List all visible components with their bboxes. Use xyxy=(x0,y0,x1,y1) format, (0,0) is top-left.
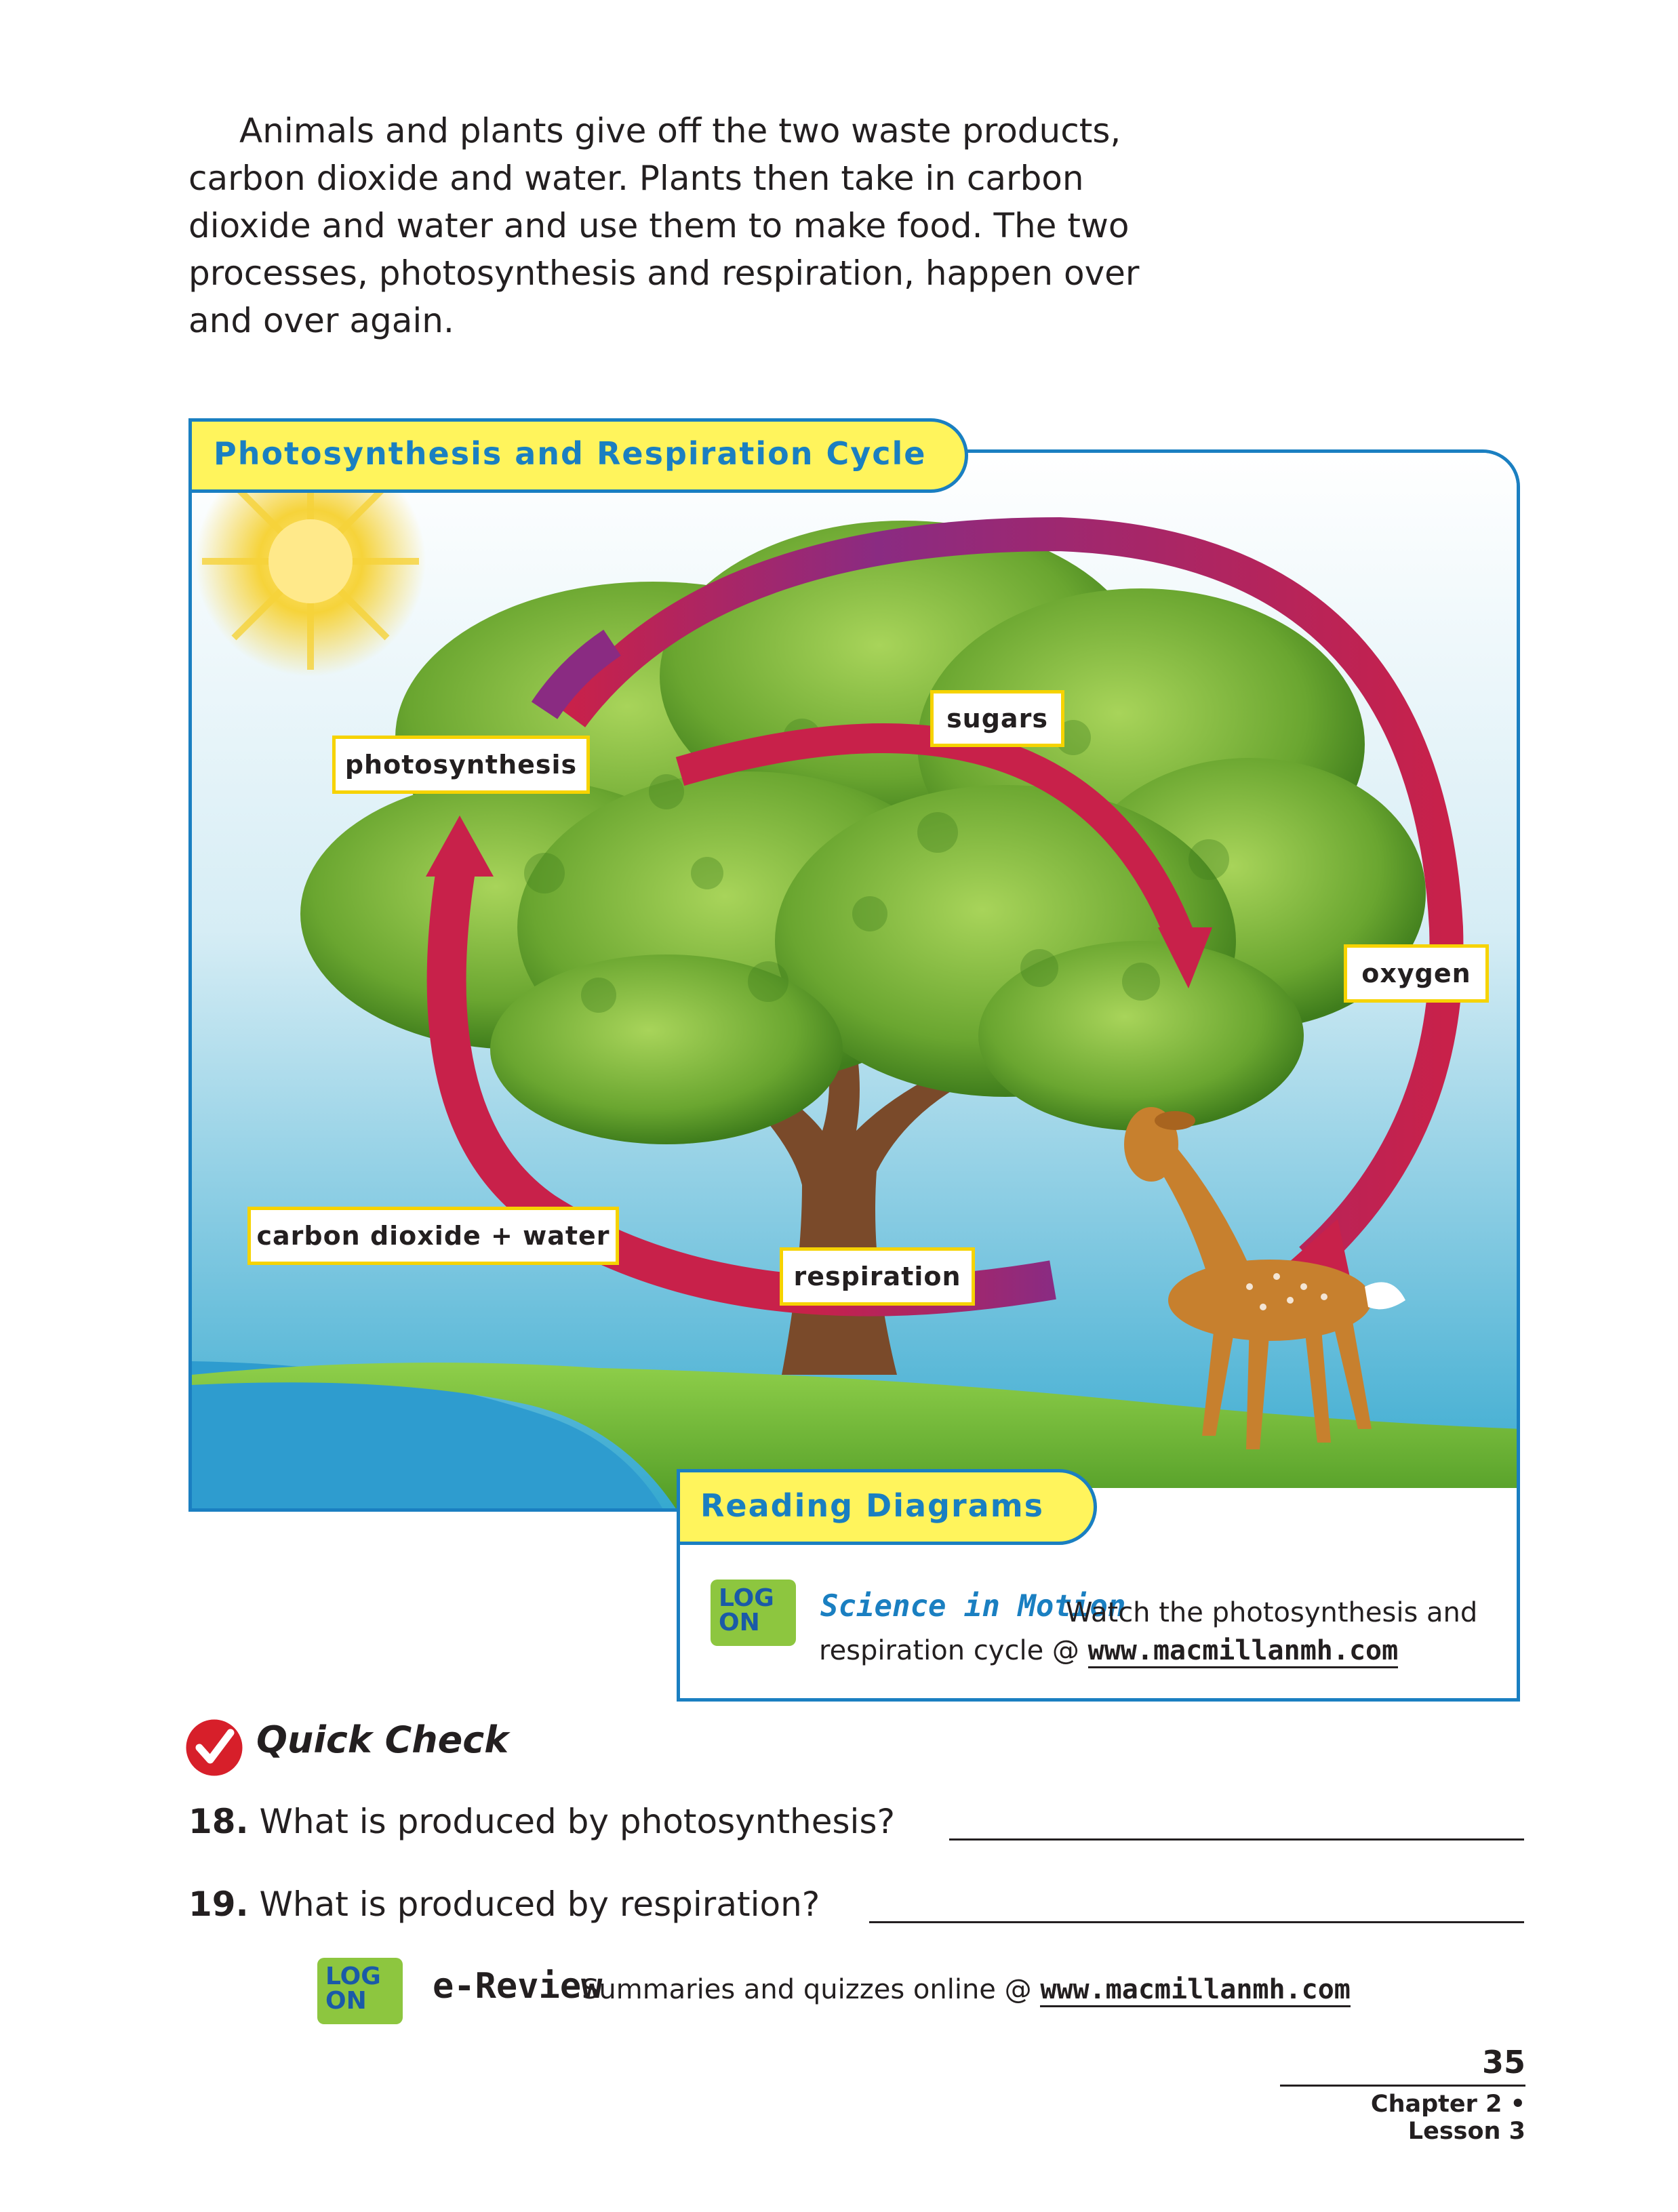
quick-check-title: Quick Check xyxy=(256,1718,509,1761)
log-on-review-icon[interactable]: LOG ON xyxy=(317,1958,403,2024)
label-respiration: respiration xyxy=(780,1247,975,1306)
answer-line-18[interactable] xyxy=(949,1838,1524,1841)
diagram-illustration xyxy=(192,453,1520,1512)
diagram-title: Photosynthesis and Respiration Cycle xyxy=(214,435,927,472)
intro-paragraph: Animals and plants give off the two waste products, carbon dioxide and water. Plants then take in carbon dioxide and water and use them to make food. The two processes, photosynthesis and respiration, happen over and over again. xyxy=(188,111,1140,340)
question-19: 19. What is produced by respiration? xyxy=(188,1885,820,1924)
answer-line-19[interactable] xyxy=(869,1921,1524,1923)
diagram-frame xyxy=(188,449,1520,1512)
label-oxygen: oxygen xyxy=(1344,944,1489,1003)
label-carbon-dioxide-water: carbon dioxide + water xyxy=(247,1207,619,1265)
science-in-motion-text-2: respiration cycle @ www.macmillanmh.com xyxy=(819,1635,1398,1666)
reading-diagrams-title: Reading Diagrams xyxy=(700,1487,1045,1524)
log-on-icon[interactable]: LOG ON xyxy=(711,1580,796,1646)
reading-diagrams-tab xyxy=(677,1469,1097,1545)
e-review-title: e-Review xyxy=(433,1966,603,2007)
science-in-motion-title: Science in Motion xyxy=(820,1589,1126,1624)
e-review-text: Summaries and quizzes online @ www.macmillanmh.com xyxy=(582,1974,1351,2005)
label-sugars: sugars xyxy=(930,690,1064,747)
page-number: 35 xyxy=(1481,2044,1525,2080)
chapter-lesson-label: Chapter 2 • Lesson 3 xyxy=(1370,2091,1525,2145)
macmillan-link[interactable]: www.macmillanmh.com xyxy=(1088,1635,1399,1668)
footer-divider xyxy=(1280,2085,1525,2087)
question-18: 18. What is produced by photosynthesis? xyxy=(188,1802,896,1841)
diagram-title-tab xyxy=(188,418,968,493)
macmillan-review-link[interactable]: www.macmillanmh.com xyxy=(1040,1974,1351,2007)
checkmark-icon xyxy=(183,1716,245,1779)
science-in-motion-text: Watch the photosynthesis and xyxy=(1066,1597,1478,1628)
label-photosynthesis: photosynthesis xyxy=(332,736,590,794)
